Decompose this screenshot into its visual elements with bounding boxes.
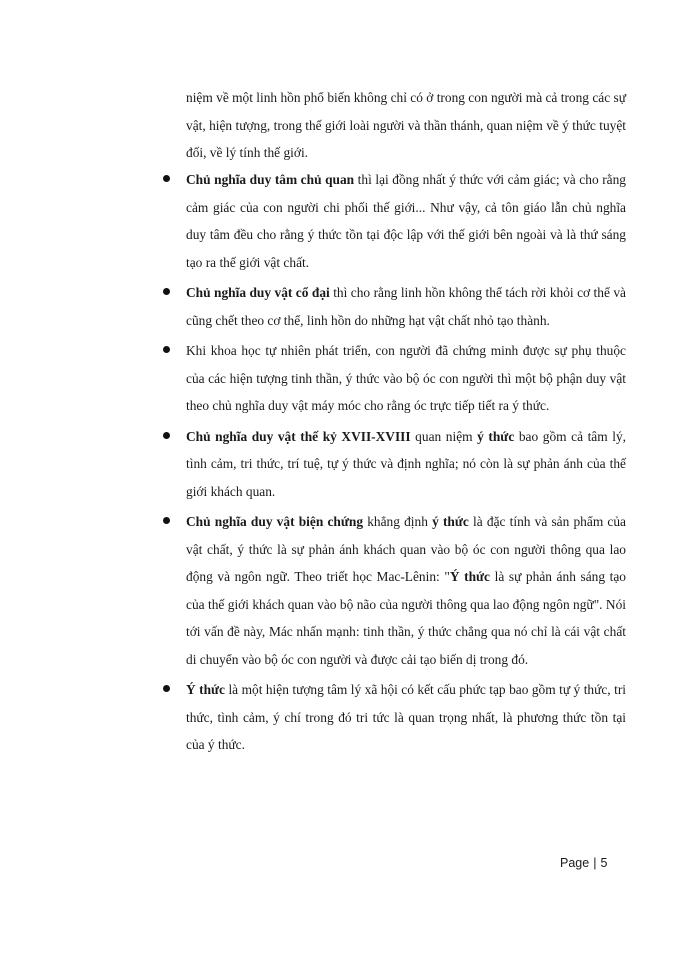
bold-term: Chủ nghĩa duy vật thế kỷ XVII-XVIII (186, 428, 411, 444)
bold-term: Chủ nghĩa duy vật biện chứng (186, 514, 364, 529)
list-item-text (186, 508, 626, 676)
list-item-text (186, 279, 626, 337)
bullet-list (0, 166, 700, 762)
list-item-text (186, 676, 626, 762)
bold-term: ý thức (432, 514, 469, 529)
text-run: là một hiện tượng tâm lý xã hội có kết cấu phức tạp bao gồm tự ý thức, tri thức, tình cảm, ý chí trong đó tri tức là quan trọng nhất, là phương thức tồn tại của ý thức. (186, 682, 627, 752)
list-item (0, 508, 700, 676)
bullet-icon (163, 432, 170, 439)
text-run: bao gồm cả tâm lý, tình cảm, tri thức, trí tuệ, tự ý thức và định nghĩa; nó còn là sự phản ánh của thế giới khách quan. (186, 428, 626, 499)
bold-term: Chủ nghĩa duy vật cổ đại (186, 285, 330, 300)
list-item (0, 166, 700, 279)
text-run: quan niệm (410, 428, 478, 444)
list-item (0, 279, 700, 337)
list-item (0, 423, 700, 509)
page-label: Page (560, 856, 590, 870)
list-item-text (186, 166, 626, 279)
intro-paragraph: niệm về một linh hồn phổ biến không chỉ có ở trong con người mà cả trong các sự vật, hiện tượng, trong thế giới loài người và thần thánh, quan niệm về ý thức tuyệt đối, về lý tính thế giới. (186, 90, 626, 160)
bullet-icon (163, 288, 170, 295)
page-separator: | (593, 856, 597, 870)
text-run: thì cho rằng linh hồn không thể tách rời khỏi cơ thể và cũng chết theo cơ thể, linh hồn do những hạt vật chất nhỏ tạo thành. (186, 285, 627, 328)
text-run: là sự phản ánh sáng tạo của thế giới khách quan vào bộ não của người thông qua lao động ngôn ngữ". Nói tới vấn đề này, Mác nhấn mạnh: tinh thần, ý thức chẳng qua nó chỉ là cái vật chất di chuyển vào bộ óc con người và được cải tạo biến dị trong đó. (186, 569, 626, 667)
text-run: khẳng định (363, 514, 433, 529)
text-run: thì lại đồng nhất ý thức với cảm giác; và cho rằng cảm giác của con người chi phối thế giới... Như vậy, cả tôn giáo lẫn chủ nghĩa duy tâm đều cho rằng ý thức tồn tại độc lập với thế giới bên ngoài và là thứ sáng tạo ra thế giới vật chất. (186, 172, 626, 270)
bullet-icon (163, 346, 170, 353)
list-item-text (186, 423, 626, 509)
page-number: 5 (600, 856, 608, 870)
text-run: Khi khoa học tự nhiên phát triển, con người đã chứng minh được sự phụ thuộc của các hiện tượng tinh thần, ý thức vào bộ óc con người thì một bộ phận duy vật theo chủ nghĩa duy vật máy móc cho rằng óc trực tiếp tiết ra ý thức. (186, 343, 626, 413)
bold-term: Ý thức (186, 682, 226, 697)
bold-term: ý thức (477, 428, 515, 444)
list-item (0, 676, 700, 762)
list-item (0, 337, 700, 423)
bold-term: Chủ nghĩa duy tâm chủ quan (186, 172, 355, 187)
text-run: là đặc tính và sản phẩm của vật chất, ý thức là sự phản ánh khách quan vào bộ óc con người thông qua lao động và ngôn ngữ. Theo triết học Mac-Lênin: " (186, 514, 626, 584)
page-footer (560, 856, 607, 870)
bold-term: Ý thức (449, 569, 490, 584)
bullet-icon (163, 175, 170, 182)
list-item-text (186, 337, 626, 423)
bullet-icon (163, 517, 170, 524)
bullet-icon (163, 685, 170, 692)
